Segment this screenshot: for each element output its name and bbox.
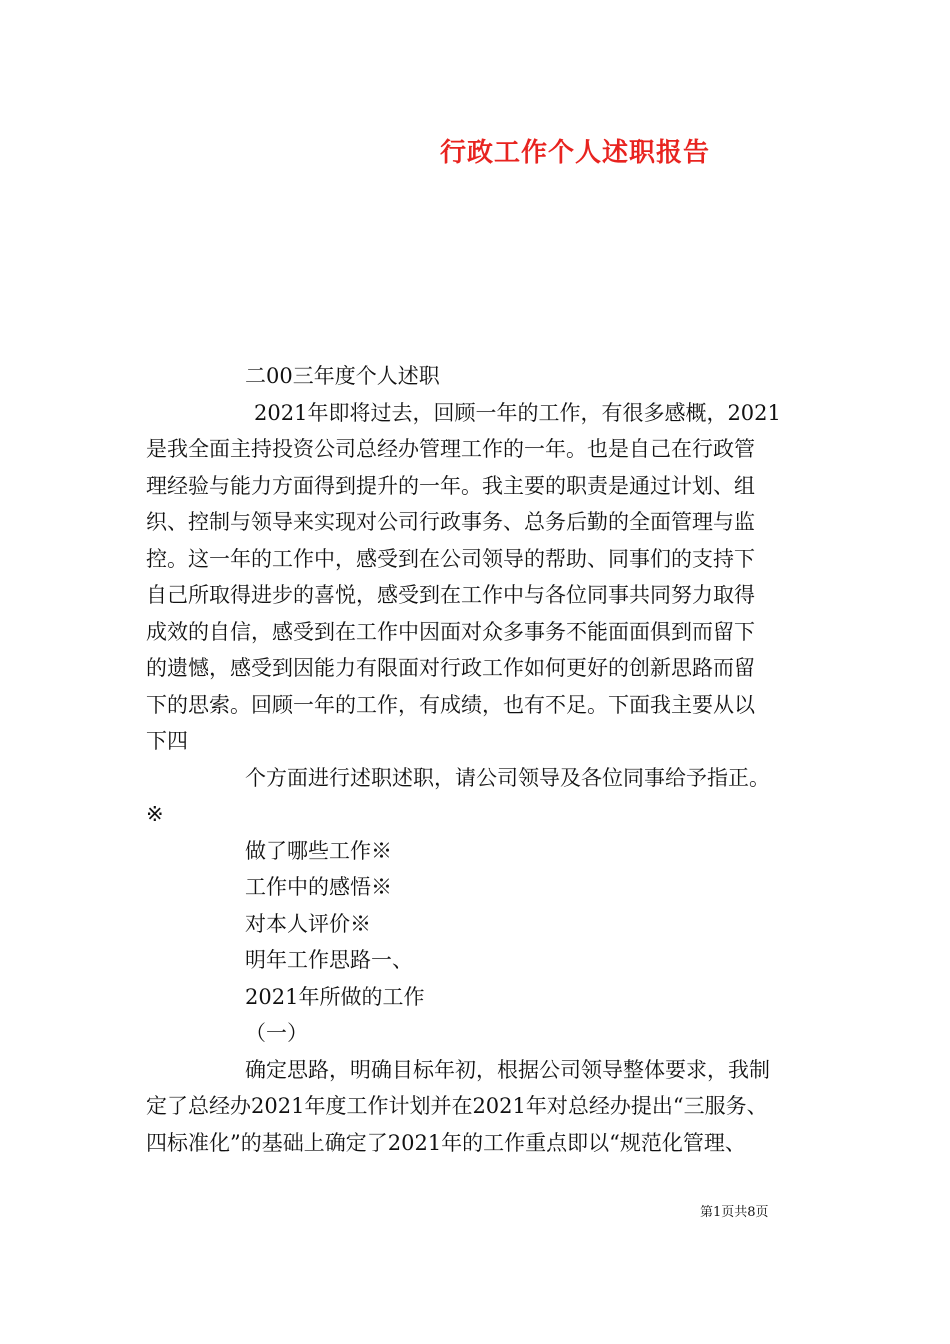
outline-item: 明年工作思路一、 (245, 948, 413, 972)
paragraph-line: 定了总经办2021年度工作计划并在2021年对总经办提出“三服务、 (146, 1094, 768, 1118)
section-heading: 2021年所做的工作 (245, 984, 425, 1009)
document-body (146, 358, 811, 1161)
subsection-number: （一） (245, 1021, 308, 1045)
paragraph-line: 2021年即将过去，回顾一年的工作，有很多感概，2021 (254, 400, 781, 425)
paragraph-line: 的遗憾，感受到因能力有限面对行政工作如何更好的创新思路而留 (146, 656, 755, 680)
paragraph-line: 控。这一年的工作中，感受到在公司领导的帮助、同事们的支持下 (146, 546, 755, 571)
paragraph-line: 织、控制与领导来实现对公司行政事务、总务后勤的全面管理与监 (146, 510, 755, 534)
paragraph-line: 成效的自信，感受到在工作中因面对众多事务不能面面俱到而留下 (146, 619, 755, 644)
paragraph-line: 理经验与能力方面得到提升的一年。我主要的职责是通过计划、组 (146, 473, 755, 498)
paragraph-line: 自己所取得进步的喜悦，感受到在工作中与各位同事共同努力取得 (146, 583, 755, 607)
paragraph-line: 确定思路，明确目标年初，根据公司领导整体要求，我制 (245, 1057, 770, 1082)
section-heading: 二00三年度个人述职 (245, 364, 440, 388)
outline-item: 做了哪些工作※ (245, 838, 392, 863)
paragraph-line: 下四 (146, 729, 188, 753)
paragraph-line: ※ (146, 802, 164, 826)
paragraph-line: 下的思索。回顾一年的工作，有成绩，也有不足。下面我主要从以 (146, 692, 755, 717)
page-number: 第1页共8页 (700, 1205, 769, 1220)
document-title: 行政工作个人述职报告 (439, 138, 710, 168)
paragraph-line: 四标准化”的基础上确定了2021年的工作重点即以“规范化管理、 (146, 1130, 746, 1155)
outline-item: 工作中的感悟※ (245, 875, 392, 899)
paragraph-line: 个方面进行述职述职，请公司领导及各位同事给予指正。 (245, 765, 770, 790)
outline-item: 对本人评价※ (245, 911, 371, 936)
paragraph-line: 是我全面主持投资公司总经办管理工作的一年。也是自己在行政管 (146, 437, 755, 461)
